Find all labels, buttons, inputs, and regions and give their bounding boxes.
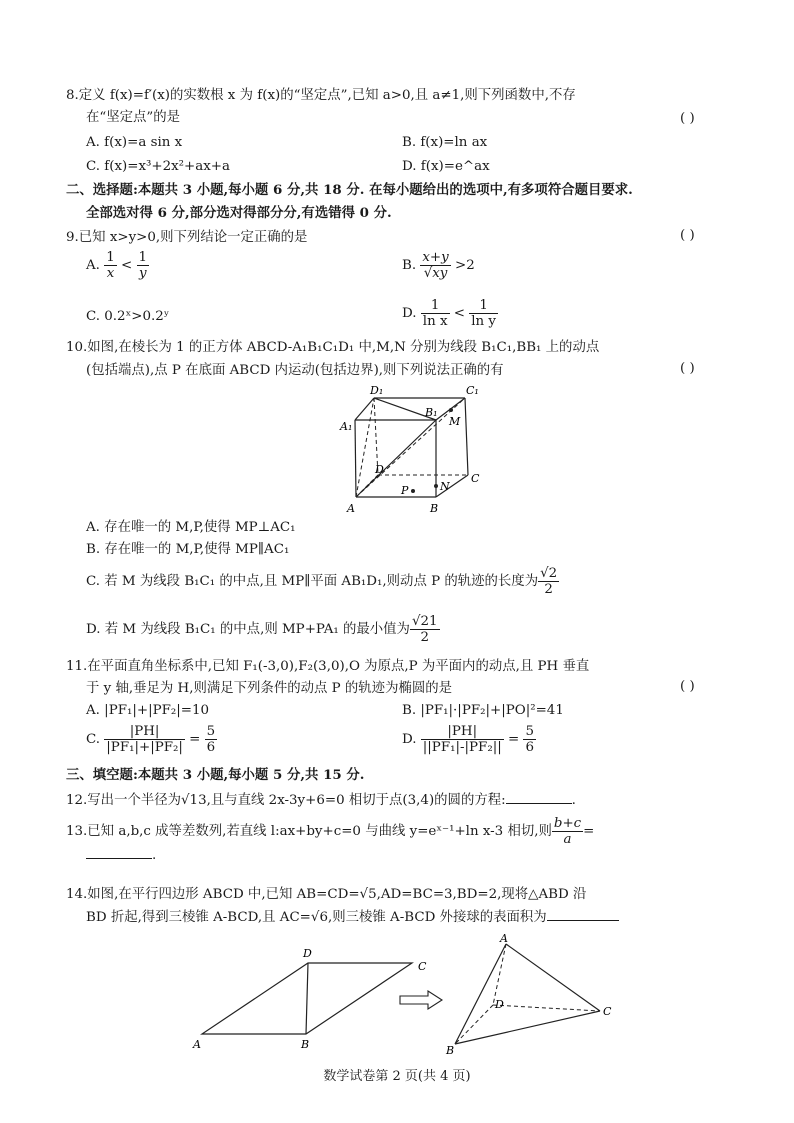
point-p — [411, 489, 415, 493]
denominator: 6 — [525, 740, 535, 755]
question-9-option-d — [402, 298, 498, 329]
numerator: 1 — [421, 298, 450, 314]
question-8-answer-paren: ( ) — [680, 111, 695, 126]
question-13 — [66, 816, 594, 847]
denominator: x — [106, 266, 115, 281]
option-c-label: C. — [86, 732, 101, 747]
label-a: A — [347, 502, 355, 515]
option-b-label: B. — [402, 258, 417, 273]
question-14-stem-line-2-wrap — [86, 908, 619, 928]
question-11-option-d: D. $\frac{|PH|}{\text{||PF₁|-|PF₂||}}$ = $\frac{5}{6}$ — [402, 724, 535, 755]
diagonal-bd — [306, 963, 308, 1034]
label-b: B — [446, 1044, 455, 1057]
relation: >2 — [454, 258, 475, 273]
label-n: N — [440, 480, 450, 493]
denominator: ln y — [471, 314, 496, 329]
question-11-option-b: B. |PF₁|·|PF₂|+|PO|²=41 — [402, 703, 564, 718]
fraction — [469, 298, 498, 329]
question-10-option-c — [86, 566, 559, 597]
option-a-label: A. — [86, 258, 100, 273]
label-c: C — [603, 1005, 612, 1018]
option-c-text: C. 若 M 为线段 B₁C₁ 的中点,且 MP∥平面 AB₁D₁,则动点 P 的轨迹的长度为 — [86, 574, 539, 589]
fraction — [538, 566, 559, 597]
fold-arrow-icon — [398, 990, 444, 1010]
denominator: a — [563, 832, 572, 847]
edge-b-c — [455, 1011, 600, 1044]
numerator: 1 — [138, 250, 148, 265]
option-d-text: D. 若 M 为线段 B₁C₁ 的中点,则 MP+PA₁ 的最小值为 — [86, 622, 410, 637]
question-9-option-a — [86, 250, 149, 281]
label-a: A — [193, 1038, 201, 1051]
answer-blank[interactable] — [86, 858, 152, 859]
question-13-stem: 13.已知 a,b,c 成等差数列,若直线 l:ax+by+c=0 与曲线 y=eˣ⁻¹+ln x-3 相切,则 — [66, 824, 552, 839]
label-d: D — [375, 463, 384, 476]
question-10-stem-line-2: (包括端点),点 P 在底面 ABCD 内运动(包括边界),则下列说法正确的有 — [86, 363, 504, 378]
denominator: ln x — [422, 314, 448, 329]
fraction — [104, 724, 185, 755]
answer-blank[interactable] — [547, 920, 619, 921]
point-m — [449, 408, 453, 412]
question-9-answer-paren: ( ) — [680, 228, 695, 243]
denominator: |PF₁|+|PF₂| — [106, 740, 183, 755]
numerator: √2 — [540, 566, 558, 581]
label-d: D — [303, 947, 312, 960]
question-11-option-c: C. $\frac{|PH|}{\text{|PF₁|+|PF₂|}}$ = $\frac{5}{6}$ — [86, 724, 216, 755]
denominator: 6 — [206, 740, 216, 755]
numerator: x+y — [422, 250, 449, 265]
question-8-option-d: D. f(x)=e^ax — [402, 159, 490, 174]
question-11-stem-line-2: 于 y 轴,垂足为 H,则满足下列条件的动点 P 的轨迹为椭圆的是 — [86, 681, 453, 696]
point-n — [434, 484, 438, 488]
label-b: B — [301, 1038, 310, 1051]
fraction — [552, 816, 583, 847]
question-8-option-c: C. f(x)=x³+2x²+ax+a — [86, 159, 230, 174]
label-c: C — [418, 960, 427, 973]
numerator: |PH| — [421, 724, 504, 740]
question-8-stem-line-1: 8.定义 f(x)=f′(x)的实数根 x 为 f(x)的“坚定点”,已知 a>0,且 a≠1,则下列函数中,不存 — [66, 88, 576, 103]
edge-d-b — [455, 1005, 493, 1044]
edge-d-c — [493, 1005, 600, 1011]
fraction — [421, 724, 504, 755]
question-12-stem: 12.写出一个半径为√13,且与直线 2x-3y+6=0 相切于点(3,4)的圆的方程: — [66, 793, 506, 808]
label-d1: D₁ — [370, 384, 384, 397]
numerator: |PH| — [104, 724, 185, 740]
relation: < — [453, 306, 465, 321]
question-10-option-b: B. 存在唯一的 M,P,使得 MP∥AC₁ — [86, 542, 290, 557]
question-11-stem-line-1: 11.在平面直角坐标系中,已知 F₁(-3,0),F₂(3,0),O 为原点,P 为平面内的动点,且 PH 垂直 — [66, 659, 590, 674]
option-d-label: D. — [402, 732, 417, 747]
fraction — [137, 250, 150, 281]
section-3-header: 三、填空题:本题共 3 小题,每小题 5 分,共 15 分. — [66, 767, 365, 783]
numerator: √21 — [411, 614, 438, 629]
label-d: D — [495, 998, 504, 1011]
section-2-header-line-2: 全部选对得 6 分,部分选对得部分分,有选错得 0 分. — [86, 205, 392, 221]
question-9-stem: 9.已知 x>y>0,则下列结论一定正确的是 — [66, 230, 308, 245]
denominator: 2 — [544, 582, 553, 597]
question-14-stem-line-2: BD 折起,得到三棱锥 A-BCD,且 AC=√6,则三棱锥 A-BCD 外接球的表面积为 — [86, 910, 547, 925]
section-2-header-line-1: 二、选择题:本题共 3 小题,每小题 6 分,共 18 分. 在每小题给出的选项中,有多项符合题目要求. — [66, 182, 633, 198]
edge-a-c — [506, 944, 600, 1011]
denominator: y — [138, 266, 147, 281]
numerator: 1 — [106, 250, 115, 265]
question-9-option-b — [402, 250, 475, 281]
label-m: M — [449, 415, 461, 428]
question-8-option-a: A. f(x)=a sin x — [86, 135, 183, 150]
question-9-option-c: C. 0.2ˣ>0.2ʸ — [86, 309, 170, 324]
question-10-stem-line-1: 10.如图,在棱长为 1 的正方体 ABCD-A₁B₁C₁D₁ 中,M,N 分别为线段 B₁C₁,BB₁ 上的动点 — [66, 340, 600, 355]
denominator: √xy — [423, 266, 448, 281]
relation: < — [121, 258, 133, 273]
fraction — [421, 298, 450, 329]
question-11-option-a: A. |PF₁|+|PF₂|=10 — [86, 703, 210, 718]
cube-figure — [330, 384, 500, 520]
numerator: 5 — [206, 724, 216, 739]
fraction — [420, 250, 450, 281]
edge-a-b — [455, 944, 506, 1044]
numerator: 5 — [525, 724, 535, 739]
equals-sign: = — [583, 824, 595, 839]
tetrahedron-figure — [440, 930, 620, 1058]
edge-a-d — [493, 944, 506, 1005]
numerator: 1 — [469, 298, 498, 314]
question-14-stem-line-1: 14.如图,在平行四边形 ABCD 中,已知 AB=CD=√5,AD=BC=3,BD=2,现将△ABD 沿 — [66, 887, 587, 902]
numerator: b+c — [553, 816, 582, 831]
label-a1: A₁ — [340, 420, 353, 433]
fraction — [104, 250, 117, 281]
cube-edge — [355, 398, 374, 420]
fraction — [523, 724, 536, 755]
question-11-answer-paren: ( ) — [680, 679, 695, 694]
page-footer: 数学试卷第 2 页(共 4 页) — [323, 1069, 471, 1084]
denominator: 2 — [420, 630, 429, 645]
question-13-answer: . — [86, 846, 156, 866]
cube-edge — [355, 420, 356, 497]
label-a: A — [500, 932, 508, 945]
question-12: 12.写出一个半径为√13,且与直线 2x-3y+6=0 相切于点(3,4)的圆的方程: . — [66, 793, 576, 808]
label-p: P — [401, 484, 409, 497]
question-8-option-b: B. f(x)=ln ax — [402, 135, 488, 150]
cube-edge — [465, 398, 468, 475]
label-b: B — [430, 502, 439, 515]
question-8-stem-line-2: 在“坚定点”的是 — [86, 110, 181, 125]
question-10-option-d — [86, 614, 440, 645]
fraction — [205, 724, 218, 755]
answer-blank[interactable] — [506, 803, 572, 804]
fraction — [410, 614, 440, 645]
option-d-label: D. — [402, 306, 417, 321]
question-10-option-a: A. 存在唯一的 M,P,使得 MP⊥AC₁ — [86, 520, 296, 535]
label-b1: B₁ — [425, 406, 438, 419]
label-c: C — [471, 472, 480, 485]
denominator: ||PF₁|-|PF₂|| — [422, 740, 502, 755]
question-10-answer-paren: ( ) — [680, 361, 695, 376]
label-c1: C₁ — [466, 384, 479, 397]
